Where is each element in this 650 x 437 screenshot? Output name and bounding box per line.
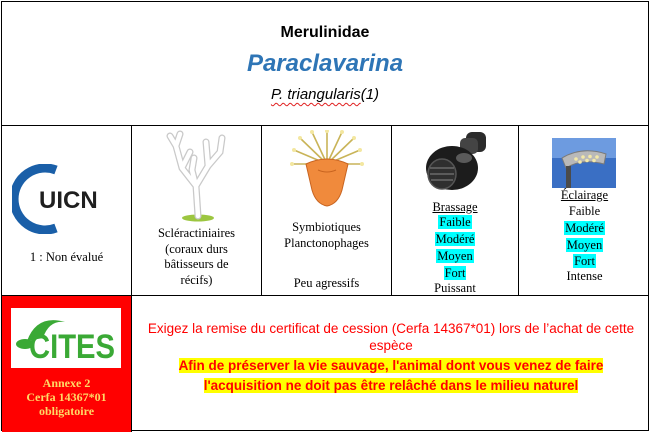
lighting-title: Éclairage xyxy=(560,188,609,202)
species-header xyxy=(2,2,648,126)
annex-line: obligatoire xyxy=(38,404,95,418)
lamp-icon xyxy=(552,138,616,188)
cites-annex xyxy=(2,376,131,418)
uicn-cell xyxy=(2,126,132,295)
coral-type-cell xyxy=(132,126,262,295)
regulation-row xyxy=(2,296,648,432)
flow-level: Modéré xyxy=(435,232,475,246)
lighting-level: Faible xyxy=(568,204,601,218)
release-warning xyxy=(142,356,640,396)
species-name xyxy=(2,86,648,103)
wavemaker-pump-icon xyxy=(416,128,496,196)
flow-level: Moyen xyxy=(437,249,473,263)
diet-line: Planctonophages xyxy=(284,236,369,250)
cites-logo-icon xyxy=(11,308,121,368)
coral-type-line: Scléractiniaires xyxy=(157,226,236,240)
species-note-ref: (1) xyxy=(360,86,380,103)
lighting-level: Modéré xyxy=(565,221,604,235)
cites-logo xyxy=(11,308,121,368)
flow-level: Fort xyxy=(444,266,466,280)
diet-cell xyxy=(262,126,392,295)
annex-line: Annexe 2 xyxy=(42,376,91,390)
lighting-level: Intense xyxy=(566,269,603,283)
coral-type-line: (coraux durs xyxy=(165,242,228,256)
aggressiveness: Peu agressifs xyxy=(293,276,360,290)
species-binomial: P. triangularis xyxy=(270,86,361,103)
notice-cell xyxy=(132,296,650,432)
flow-title: Brassage xyxy=(432,200,478,214)
flow-cell xyxy=(392,126,519,295)
cites-cell xyxy=(2,296,132,432)
flow-level: Faible xyxy=(439,215,471,229)
release-warning-line: l'acquisition ne doit pas être relâché dans le milieu naturel xyxy=(203,378,579,393)
flow-level: Puissant xyxy=(434,281,476,295)
cites-logo-text: CITES xyxy=(29,328,115,366)
coral-type-line: bâtisseurs de xyxy=(164,257,229,271)
lighting-level: Moyen xyxy=(566,238,603,252)
annex-line: Cerfa 14367*01 xyxy=(26,390,107,404)
species-sheet xyxy=(1,1,649,431)
polyp-coral-icon xyxy=(290,130,364,208)
branching-coral-icon xyxy=(162,130,234,222)
genus-name: Paraclavarina xyxy=(246,50,404,77)
uicn-status: 1 : Non évalué xyxy=(29,250,104,264)
diet-line: Symbiotiques xyxy=(292,220,361,234)
lighting-level: Fort xyxy=(574,254,595,268)
uicn-logo-icon xyxy=(12,164,122,234)
characteristics-row xyxy=(2,126,648,296)
family-name: Merulinidae xyxy=(280,24,370,41)
uicn-logo-text: UICN xyxy=(39,187,98,214)
certificate-notice: Exigez la remise du certificat de cession (Cerfa 14367*01) lors de l’achat de cette espèce xyxy=(147,321,635,353)
coral-type-line: récifs) xyxy=(180,273,213,287)
release-warning-line: Afin de préserver la vie sauvage, l'animal dont vous venez de faire xyxy=(178,358,604,373)
lighting-cell xyxy=(519,126,650,295)
